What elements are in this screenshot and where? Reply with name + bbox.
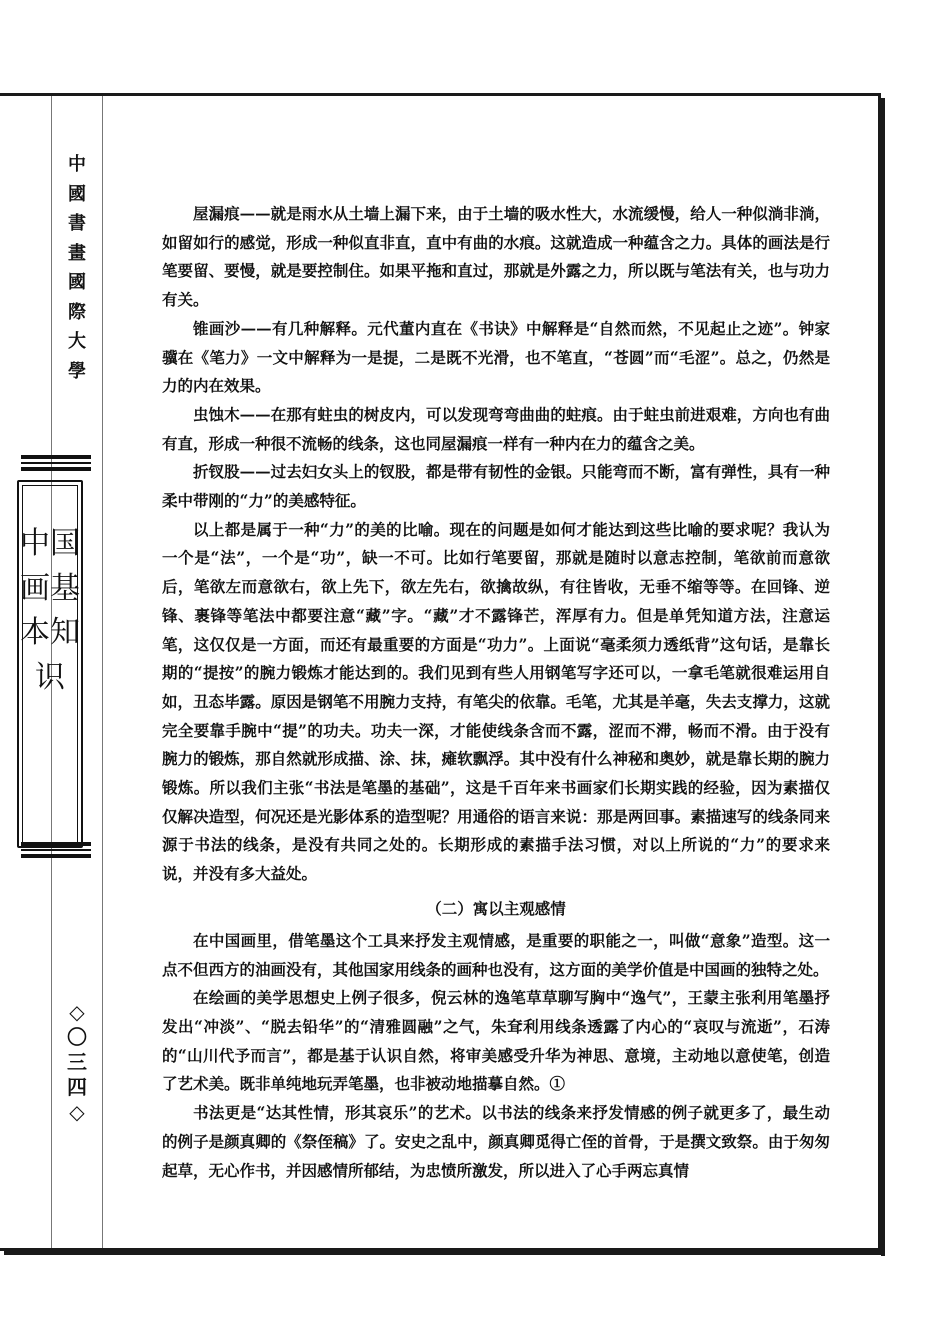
paragraph: 虫蚀木——在那有蛀虫的树皮内，可以发现弯弯曲曲的蛀痕。由于蛀虫前进艰难，方向也有曲有直，形成一种很不流畅的线条，这也同屋漏痕一样有一种内在力的蕴含之美。 <box>162 404 830 453</box>
paragraph: 锥画沙——有几种解释。元代董内直在《书诀》中解释是“自然而然，不见起止之迹”。钟家骥在《笔力》一文中解释为一是提，二是既不光滑，也不笔直，“苍圆”而“毛涩”。总之，仍然是力的内在效果。 <box>162 318 830 396</box>
book-title: 中国画基本知识 <box>20 526 80 695</box>
university-name: 中國書畫國際大學 <box>68 154 86 382</box>
title-band-bottom <box>21 842 91 861</box>
body-text <box>162 200 830 1185</box>
paragraph: 折钗股——过去妇女头上的钗股，都是带有韧性的金银。只能弯而不断，富有弹性，具有一种柔中带刚的“力”的美感特征。 <box>162 462 830 511</box>
frame-shadow-right <box>881 98 885 1256</box>
paragraph: 在绘画的美学思想史上例子很多，倪云林的逸笔草草聊写胸中“逸气”，王蒙主张利用笔墨抒发出“冲淡”、“脱去铅华”的“清雅圆融”之气，朱耷利用线条透露了内心的“哀叹与流逝”，石涛的“山川代予而言”，都是基于认识自然，将审美感受升华为神思、意境，主动地以意使笔，创造了艺术美。既非单纯地玩弄笔墨，也非被动地描摹自然。① <box>162 988 830 1094</box>
section-heading: （二）寓以主观感情 <box>426 898 566 918</box>
page-number: ◇〇三四◇ <box>67 1000 87 1124</box>
sidebar-rule-right <box>102 96 103 1248</box>
frame-shadow-bottom <box>4 1251 885 1255</box>
book-title-box <box>17 480 83 848</box>
paragraph: 在中国画里，借笔墨这个工具来抒发主观情感，是重要的职能之一，叫做“意象”造型。这一点不但西方的油画没有，其他国家用线条的画种也没有，这方面的美学价值是中国画的独特之处。 <box>162 930 830 979</box>
title-band-top <box>21 455 91 474</box>
paragraph: 书法更是“达其性情，形其哀乐”的艺术。以书法的线条来抒发情感的例子就更多了，最生动的例子是颜真卿的《祭侄稿》了。安史之乱中，颜真卿觅得亡侄的首骨，于是撰文致祭。由于匆匆起草，无心作书，并因感情所郁结，为忠愤所激发，所以进入了心手两忘真情 <box>162 1103 830 1180</box>
paragraph: 以上都是属于一种“力”的美的比喻。现在的问题是如何才能达到这些比喻的要求呢？我认为一个是“法”，一个是“功”，缺一不可。比如行笔要留，那就是随时以意志控制，笔欲前而意欲后，笔欲左而意欲右，欲上先下，欲左先右，欲擒故纵，有往皆收，无垂不缩等等。在回锋、逆锋、裹锋等笔法中都要注意“藏”字。“藏”才不露锋芒，浑厚有力。但是单凭知道方法，注意运笔，这仅仅是一方面，而还有最重要的方面是“功力”。上面说“毫柔须力透纸背”这句话，是靠长期的“提按”的腕力锻炼才能达到的。我们见到有些人用钢笔写字还可以，一拿毛笔就很难运用自如，丑态毕露。原因是钢笔不用腕力支持，有笔尖的依靠。毛笔，尤其是羊毫，失去支撑力，这就完全要靠手腕中“提”的功夫。功夫一深，才能使线条含而不露，涩而不滞，畅而不滑。由于没有腕力的锻炼，那自然就形成描、涂、抹，瘫软飘浮。其中没有什么神秘和奥妙，就是靠长期的腕力锻炼。所以我们主张“书法是笔墨的基础”，这是千百年来书画家们长期实践的经验，因为素描仅仅解决造型，何况还是光影体系的造型呢？用通俗的语言来说：那是两回事。素描速写的线条同来源于书法的线条，是没有共同之处的。长期形成的素描手法习惯，对以上所说的“力”的要求来说，并没有多大益处。 <box>162 519 830 884</box>
paragraph: 屋漏痕——就是雨水从土墙上漏下来，由于土墙的吸水性大，水流缓慢，给人一种似淌非淌，如留如行的感觉，形成一种似直非直，直中有曲的水痕。这就造成一种蕴含之力。具体的画法是行笔要留、要慢，就是要控制住。如果平拖和直过，那就是外露之力，所以既与笔法有关，也与功力有关。 <box>162 204 830 310</box>
